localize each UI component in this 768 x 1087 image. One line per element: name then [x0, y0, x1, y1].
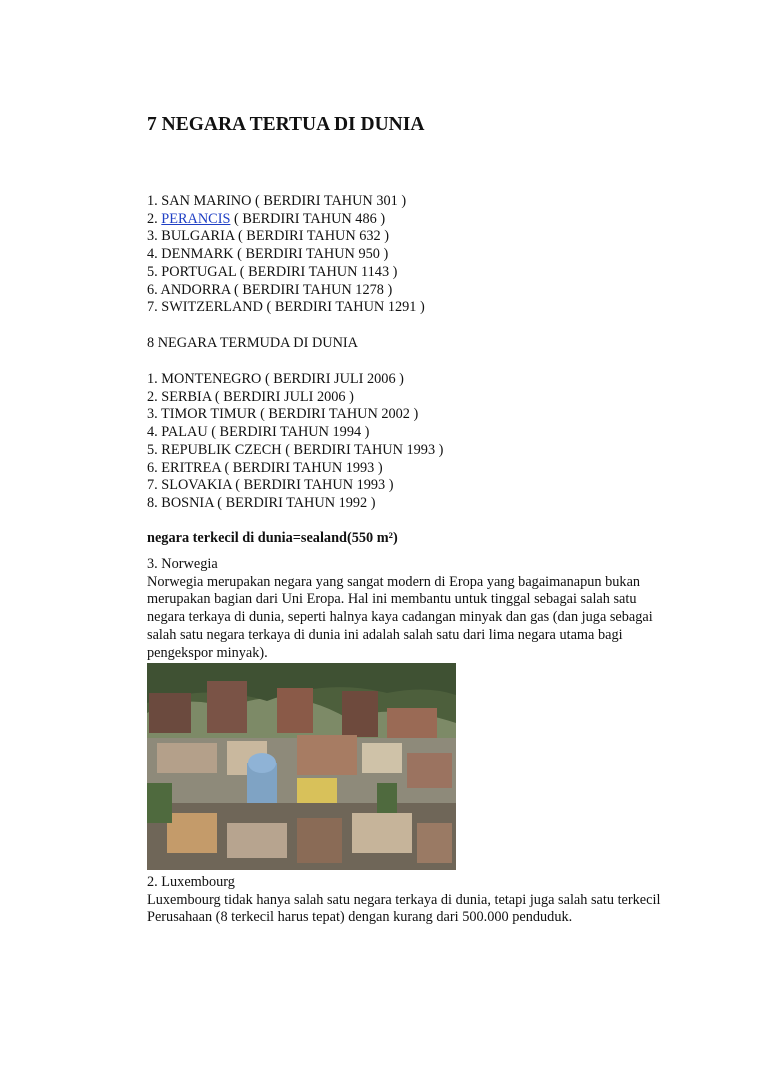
item-number: 4.: [147, 246, 162, 263]
list-item: 3. TIMOR TIMUR ( BERDIRI TAHUN 2002 ): [147, 406, 419, 423]
item-number: 7.: [147, 299, 162, 316]
item-number: 5.: [147, 263, 162, 280]
oldest-countries-list: [147, 193, 425, 317]
list-item: 6. ERITREA ( BERDIRI TAHUN 1993 ): [147, 459, 383, 476]
list-item: [147, 282, 425, 300]
list-item: 1. MONTENEGRO ( BERDIRI JULI 2006 ): [147, 371, 404, 387]
norway-section: [147, 556, 667, 662]
smallest-country-heading: negara terkecil di dunia=sealand(550 m²): [147, 530, 398, 546]
item-text: DENMARK ( BERDIRI TAHUN 950 ): [161, 246, 389, 263]
list-item: 8. BOSNIA ( BERDIRI TAHUN 1992 ): [147, 494, 376, 511]
list-item: [147, 211, 425, 229]
youngest-heading: 8 NEGARA TERMUDA DI DUNIA: [147, 335, 359, 351]
list-item: [147, 264, 425, 282]
section-body: Luxembourg tidak hanya salah satu negara terkaya di dunia, tetapi juga salah satu terkecil Perusahaan (8 terkecil harus tepat) dengan kurang dari 500.000 penduduk.: [147, 891, 661, 926]
item-text: ANDORRA ( BERDIRI TAHUN 1278 ): [160, 281, 393, 298]
luxembourg-section: [147, 874, 667, 927]
item-text: ( BERDIRI TAHUN 486 ): [230, 210, 386, 227]
list-item: 2. SERBIA ( BERDIRI JULI 2006 ): [147, 388, 354, 405]
item-text: PORTUGAL ( BERDIRI TAHUN 1143 ): [161, 263, 398, 280]
page-title: 7 NEGARA TERTUA DI DUNIA: [147, 114, 425, 135]
item-text: SAN MARINO ( BERDIRI TAHUN 301 ): [161, 193, 407, 209]
list-item: [147, 228, 425, 246]
item-number: 2.: [147, 210, 162, 227]
section-heading: 2. Luxembourg: [147, 874, 235, 890]
item-number: 6.: [147, 281, 161, 298]
list-item: 4. PALAU ( BERDIRI TAHUN 1994 ): [147, 424, 370, 441]
list-item: [147, 299, 425, 317]
city-photo: [147, 663, 456, 870]
item-text: SWITZERLAND ( BERDIRI TAHUN 1291 ): [161, 299, 425, 316]
list-item: [147, 246, 425, 264]
item-number: 3.: [147, 228, 162, 245]
section-heading: 3. Norwegia: [147, 556, 218, 572]
list-item: [147, 193, 425, 211]
item-number: 1.: [147, 193, 162, 209]
section-body: Norwegia merupakan negara yang sangat modern di Eropa yang bagaimanapun bukan merupakan bagian dari Uni Eropa. Hal ini membantu untuk tinggal sebagai salah satu negara terkaya di dunia, seperti halnya kaya cadangan minyak dan gas (dan juga sebagai salah satu negara terkaya di dunia ini adalah salah satu dari lima negara utama bagi pengekspor minyak).: [147, 573, 653, 661]
youngest-countries-list: [147, 371, 443, 513]
item-text: BULGARIA ( BERDIRI TAHUN 632 ): [161, 228, 390, 245]
list-item: 5. REPUBLIK CZECH ( BERDIRI TAHUN 1993 ): [147, 441, 444, 458]
list-item: 7. SLOVAKIA ( BERDIRI TAHUN 1993 ): [147, 477, 394, 494]
perancis-link[interactable]: PERANCIS: [161, 210, 231, 227]
